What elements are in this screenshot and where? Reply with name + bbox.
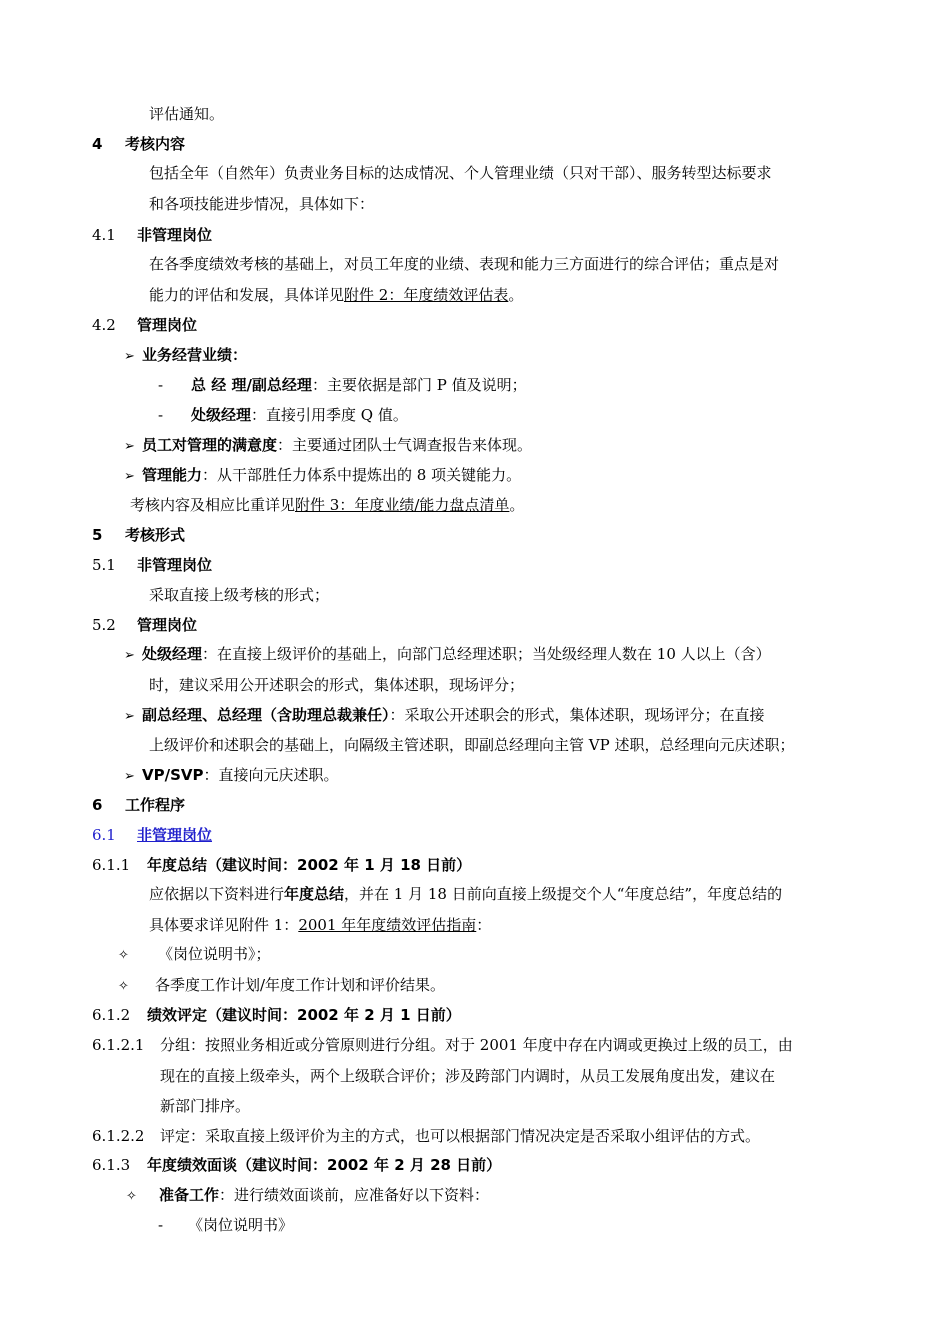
bullet-label: 副总经理、总经理（含助理总裁兼任） bbox=[142, 706, 390, 724]
diamond-bullet-icon: ✧ bbox=[126, 1189, 137, 1204]
bullet-label: 业务经营业绩： bbox=[142, 346, 248, 364]
text-line: 在各季度绩效考核的基础上，对员工年度的业绩、表现和能力三方面进行的综合评估；重点是对 bbox=[149, 255, 780, 273]
text-span: 。 bbox=[509, 496, 525, 514]
bullet-text: 各季度工作计划/年度工作计划和评价结果。 bbox=[155, 976, 446, 994]
text-line: 上级评价和述职会的基础上，向隔级主管述职，即副总经理向主管 VP 述职，总经理向元庆述职； bbox=[149, 736, 795, 754]
section-number: 6.1 bbox=[92, 826, 116, 844]
bullet-item bbox=[124, 644, 771, 666]
section-heading: 绩效评定（建议时间：2002 年 2 月 1 日前） bbox=[147, 1006, 461, 1024]
section-heading-link[interactable]: 非管理岗位 bbox=[137, 826, 213, 844]
bullet-item bbox=[118, 975, 445, 997]
section-heading: 非管理岗位 bbox=[137, 556, 213, 574]
text-span: 。 bbox=[508, 286, 524, 304]
bullet-item bbox=[124, 435, 532, 457]
text-line: 分组：按照业务相近或分管原则进行分组。对于 2001 年度中存在内调或更换过上级的员工，由 bbox=[160, 1036, 793, 1054]
dash-item bbox=[158, 1215, 293, 1235]
item-text: 《岗位说明书》 bbox=[188, 1216, 294, 1234]
text-line: 包括全年（自然年）负责业务目标的达成情况、个人管理业绩（只对干部）、服务转型达标要求 bbox=[149, 164, 772, 182]
bullet-item bbox=[124, 465, 521, 487]
bold-term: 年度总结 bbox=[284, 885, 345, 903]
text-span: 具体要求详见附件 1： bbox=[149, 916, 299, 934]
section-heading: 非管理岗位 bbox=[137, 226, 213, 244]
diamond-bullet-icon: ✧ bbox=[118, 979, 129, 994]
bullet-item bbox=[126, 1185, 489, 1207]
item-label: 处级经理 bbox=[191, 406, 252, 424]
dash-bullet-icon: - bbox=[158, 1216, 164, 1234]
section-number: 5 bbox=[92, 526, 103, 544]
text-line: 采取直接上级考核的形式； bbox=[149, 586, 330, 604]
arrow-bullet-icon: ➢ bbox=[124, 769, 135, 784]
section-heading: 年度绩效面谈（建议时间：2002 年 2 月 28 日前） bbox=[147, 1156, 502, 1174]
arrow-bullet-icon: ➢ bbox=[124, 349, 135, 364]
bullet-label: 准备工作 bbox=[159, 1186, 220, 1204]
bullet-label: 管理能力 bbox=[142, 466, 203, 484]
dash-bullet-icon: - bbox=[158, 406, 164, 424]
dash-item bbox=[158, 405, 408, 425]
text-line bbox=[149, 285, 523, 305]
text-line: 现在的直接上级牵头，两个上级联合评价；涉及跨部门内调时，从员工发展角度出发，建议在 bbox=[160, 1067, 776, 1085]
arrow-bullet-icon: ➢ bbox=[124, 469, 135, 484]
section-heading: 工作程序 bbox=[125, 796, 186, 814]
appendix-3-link[interactable]: 附件 3：年度业绩/能力盘点清单 bbox=[295, 496, 510, 514]
section-number: 6.1.3 bbox=[92, 1156, 131, 1174]
item-text: ：主要依据是部门 P 值及说明； bbox=[311, 376, 527, 394]
bullet-item bbox=[124, 765, 339, 787]
text-line bbox=[149, 884, 782, 904]
text-span: 考核内容及相应比重详见 bbox=[130, 496, 296, 514]
text-span: ： bbox=[476, 916, 492, 934]
dash-bullet-icon: - bbox=[158, 376, 164, 394]
section-heading: 管理岗位 bbox=[137, 616, 198, 634]
text-line: 评定：采取直接上级评价为主的方式，也可以根据部门情况决定是否采取小组评估的方式。 bbox=[160, 1127, 761, 1145]
bullet-item bbox=[124, 345, 247, 367]
text-line: 和各项技能进步情况，具体如下： bbox=[149, 195, 375, 213]
bullet-text: ：在直接上级评价的基础上，向部门总经理述职；当处级经理人数在 10 人以上（含） bbox=[202, 645, 771, 663]
section-number: 4.2 bbox=[92, 316, 116, 334]
item-label: 总 经 理/副总经理 bbox=[191, 376, 312, 394]
text-line: 时，建议采用公开述职会的形式，集体述职，现场评分； bbox=[149, 676, 525, 694]
section-number: 6.1.2.1 bbox=[92, 1036, 145, 1054]
bullet-item bbox=[124, 705, 765, 727]
bullet-label: 处级经理 bbox=[142, 645, 203, 663]
section-heading: 管理岗位 bbox=[137, 316, 198, 334]
text-span: 能力的评估和发展，具体详见 bbox=[149, 286, 345, 304]
bullet-text: ：从干部胜任力体系中提炼出的 8 项关键能力。 bbox=[202, 466, 522, 484]
text-span: 应依据以下资料进行 bbox=[149, 885, 285, 903]
section-number: 6 bbox=[92, 796, 103, 814]
bullet-text: ：进行绩效面谈前，应准备好以下资料： bbox=[219, 1186, 490, 1204]
section-number: 6.1.2.2 bbox=[92, 1127, 145, 1145]
section-heading: 考核形式 bbox=[125, 526, 186, 544]
text-span: ，并在 1 月 18 日前向直接上级提交个人“年度总结”，年度总结的 bbox=[344, 885, 783, 903]
diamond-bullet-icon: ✧ bbox=[118, 948, 129, 963]
bullet-text: 《岗位说明书》； bbox=[158, 945, 271, 963]
bullet-label: VP/SVP bbox=[142, 766, 204, 784]
text-line: 评估通知。 bbox=[149, 105, 225, 123]
bullet-text: ：主要通过团队士气调查报告来体现。 bbox=[277, 436, 533, 454]
section-number: 4.1 bbox=[92, 226, 116, 244]
section-number: 6.1.2 bbox=[92, 1006, 131, 1024]
dash-item bbox=[158, 375, 527, 395]
bullet-item bbox=[118, 944, 271, 966]
appendix-1-link[interactable]: 2001 年年度绩效评估指南 bbox=[298, 916, 477, 934]
section-number: 5.1 bbox=[92, 556, 116, 574]
arrow-bullet-icon: ➢ bbox=[124, 709, 135, 724]
text-line bbox=[130, 495, 524, 515]
bullet-text: ：直接向元庆述职。 bbox=[203, 766, 339, 784]
appendix-2-link[interactable]: 附件 2：年度绩效评估表 bbox=[344, 286, 509, 304]
section-number: 5.2 bbox=[92, 616, 116, 634]
section-number: 4 bbox=[92, 135, 103, 153]
arrow-bullet-icon: ➢ bbox=[124, 439, 135, 454]
item-text: ：直接引用季度 Q 值。 bbox=[251, 406, 408, 424]
text-line bbox=[149, 915, 491, 935]
bullet-label: 员工对管理的满意度 bbox=[142, 436, 278, 454]
bullet-text: ：采取公开述职会的形式，集体述职，现场评分；在直接 bbox=[389, 706, 765, 724]
text-line: 新部门排序。 bbox=[160, 1097, 251, 1115]
section-number: 6.1.1 bbox=[92, 856, 131, 874]
arrow-bullet-icon: ➢ bbox=[124, 648, 135, 663]
section-heading: 年度总结（建议时间：2002 年 1 月 18 日前） bbox=[147, 856, 472, 874]
section-heading: 考核内容 bbox=[125, 135, 186, 153]
